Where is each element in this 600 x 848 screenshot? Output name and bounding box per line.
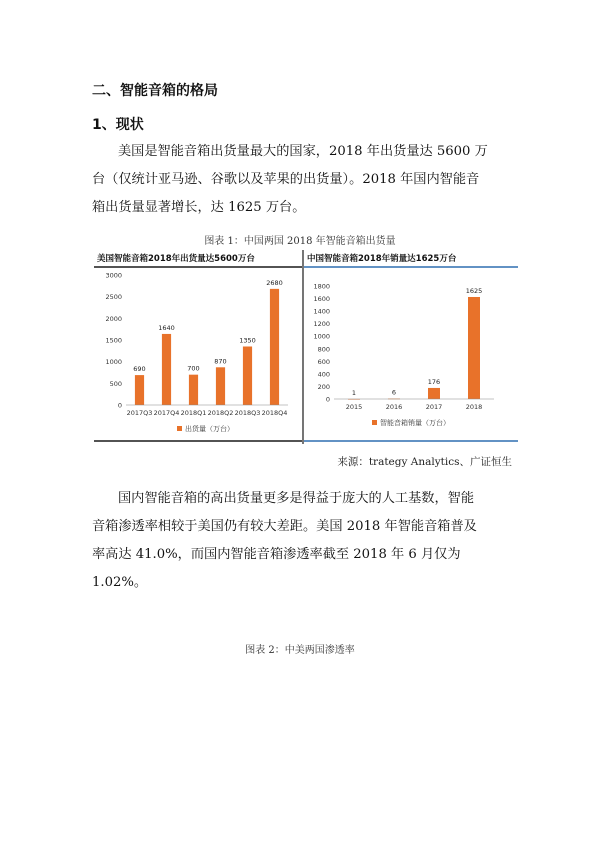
chart-2-y-axis xyxy=(313,283,330,404)
data-label: 1640 xyxy=(158,323,175,332)
x-tick-label: 2017Q4 xyxy=(153,409,180,417)
y-tick-label: 2000 xyxy=(105,314,122,323)
data-label: 870 xyxy=(214,357,227,366)
chart-1-title: 美国智能音箱2018年出货量达5600万台 xyxy=(97,254,255,264)
section-heading: 二、智能音箱的格局 xyxy=(92,83,218,99)
y-tick-label: 3000 xyxy=(105,271,122,280)
x-tick-label: 2017 xyxy=(425,403,443,411)
figure-1-charts xyxy=(94,248,518,444)
bar xyxy=(135,375,144,405)
data-label: 1350 xyxy=(239,336,256,345)
paragraph-1-line: 美国是智能音箱出货量最大的国家，2018 年出货量达 5600 万 xyxy=(118,144,488,159)
bar xyxy=(216,367,225,405)
y-tick-label: 2500 xyxy=(105,293,122,302)
chart-2-bars xyxy=(348,297,480,400)
x-tick-label: 2018 xyxy=(465,403,483,411)
data-label: 1625 xyxy=(465,286,483,295)
chart-2-data-labels xyxy=(352,287,482,397)
chart-1-data-labels xyxy=(133,279,282,373)
y-tick-label: 0 xyxy=(325,395,330,404)
paragraph-2 xyxy=(92,485,520,597)
data-label: 1 xyxy=(351,388,357,397)
y-tick-label: 1200 xyxy=(313,320,330,329)
y-tick-label: 400 xyxy=(317,370,330,379)
paragraph-1 xyxy=(92,138,520,222)
chart-2-title: 中国智能音箱2018年销量达1625万台 xyxy=(307,254,457,264)
data-label: 2680 xyxy=(266,278,283,287)
y-tick-label: 1000 xyxy=(105,358,122,367)
paragraph-2-line: 率高达 41.0%，而国内智能音箱渗透率截至 2018 年 6 月仅为 xyxy=(92,547,461,562)
paragraph-2-line: 国内智能音箱的高出货量更多是得益于庞大的人工基数，智能 xyxy=(118,491,475,506)
y-tick-label: 0 xyxy=(117,401,122,410)
chart-1-y-axis xyxy=(105,272,122,410)
bar xyxy=(270,289,279,405)
chart-2-x-axis xyxy=(346,403,483,411)
y-tick-label: 1600 xyxy=(313,295,330,304)
x-tick-label: 2018Q3 xyxy=(234,409,261,417)
paragraph-1-line: 台（仅统计亚马逊、谷歌以及苹果的出货量）。2018 年国内智能音 xyxy=(92,172,480,187)
y-tick-label: 600 xyxy=(317,357,330,366)
y-tick-label: 1500 xyxy=(105,336,122,345)
bar xyxy=(243,347,252,406)
x-tick-label: 2015 xyxy=(345,403,363,411)
y-tick-label: 1400 xyxy=(313,307,330,316)
figure-1-source: 来源：trategy Analytics、广证恒生 xyxy=(337,456,512,468)
bar xyxy=(468,297,480,399)
chart-1-legend-swatch xyxy=(177,426,182,431)
y-tick-label: 200 xyxy=(317,382,330,391)
figure-2-caption: 图表 2：中美两国渗透率 xyxy=(245,645,355,656)
subsection-heading: 1、现状 xyxy=(92,117,144,133)
y-tick-label: 1800 xyxy=(313,282,330,291)
bar xyxy=(428,388,440,399)
paragraph-2-line: 音箱渗透率相较于美国仍有较大差距。美国 2018 年智能音箱普及 xyxy=(92,519,477,534)
y-tick-label: 1000 xyxy=(313,332,330,341)
bar xyxy=(189,375,198,405)
data-label: 700 xyxy=(187,364,200,373)
data-label: 690 xyxy=(133,365,146,374)
chart-1-bars xyxy=(135,289,279,405)
figure-1-caption: 图表 1：中国两国 2018 年智能音箱出货量 xyxy=(204,236,396,247)
y-tick-label: 500 xyxy=(109,379,122,388)
x-tick-label: 2018Q2 xyxy=(207,409,234,417)
chart-2-legend-swatch xyxy=(372,420,377,425)
data-label: 6 xyxy=(391,388,397,397)
chart-1-x-axis xyxy=(127,409,288,417)
x-tick-label: 2018Q4 xyxy=(261,409,288,417)
chart-1-legend-label: 出货量（万台） xyxy=(185,425,234,433)
data-label: 176 xyxy=(427,377,441,386)
x-tick-label: 2018Q1 xyxy=(180,409,207,417)
chart-2-legend-label: 智能音箱销量（万台） xyxy=(380,419,450,427)
bar xyxy=(162,334,171,405)
x-tick-label: 2017Q3 xyxy=(126,409,153,417)
paragraph-2-line: 1.02%。 xyxy=(92,575,148,590)
paragraph-1-line: 箱出货量显著增长，达 1625 万台。 xyxy=(92,200,306,215)
y-tick-label: 800 xyxy=(317,345,330,354)
x-tick-label: 2016 xyxy=(385,403,403,411)
